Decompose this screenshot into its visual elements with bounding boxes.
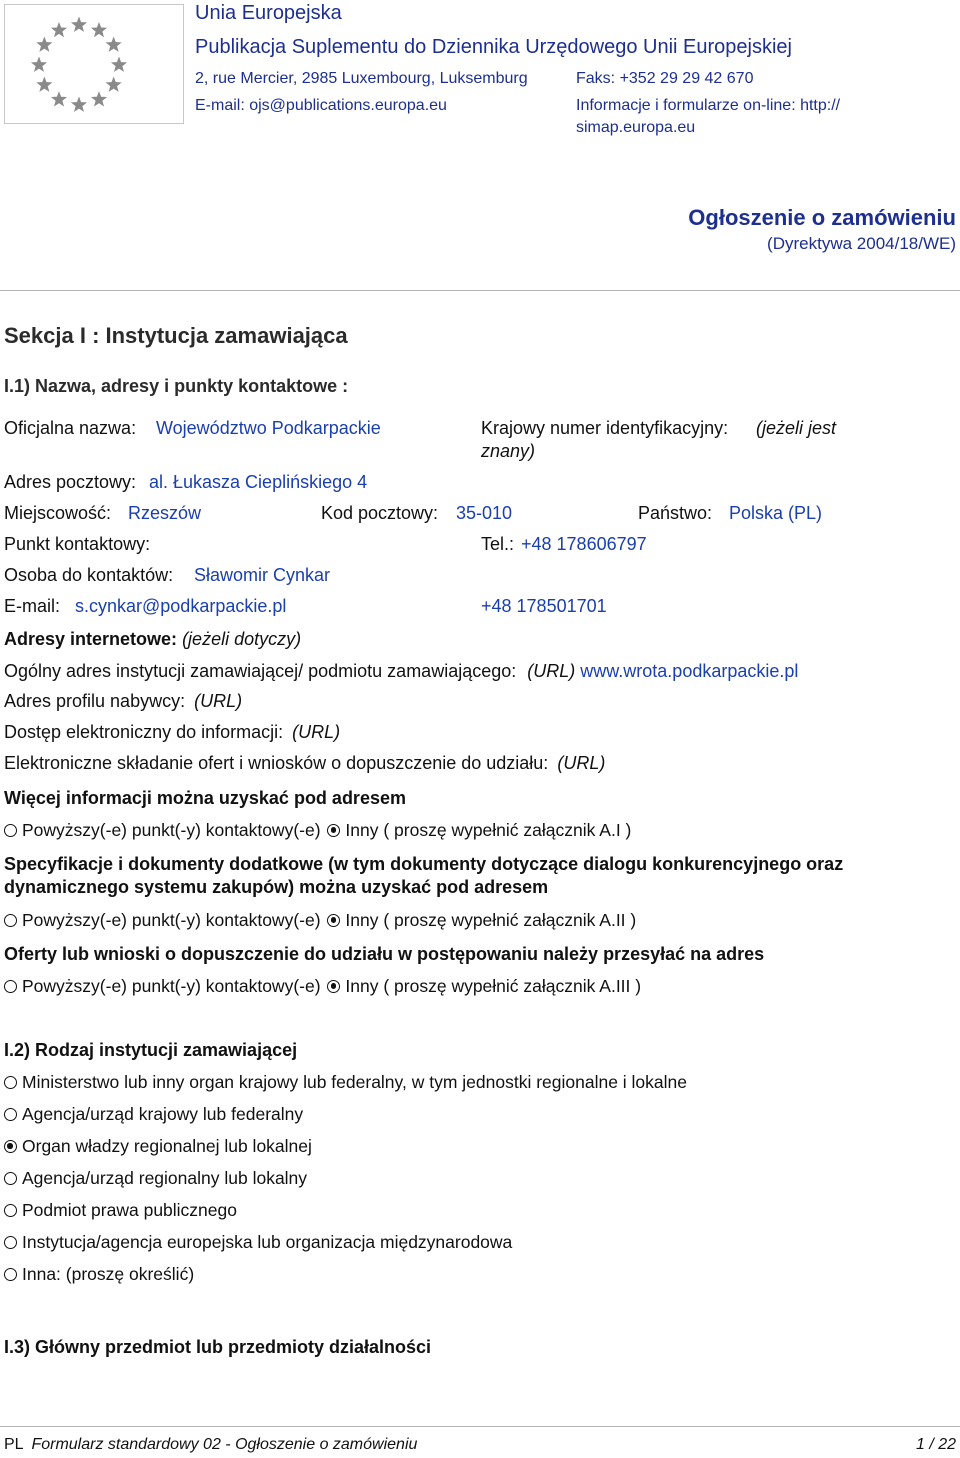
footer-page: 1 / 22 [915, 1436, 956, 1453]
star-icon [111, 57, 127, 72]
eu-flag-logo [4, 4, 184, 124]
subsection-1-3: I.3) Główny przedmiot lub przedmioty działalności [4, 1337, 432, 1357]
authority-type-label: Inna: (proszę określić) [22, 1264, 195, 1284]
document-title: Ogłoszenie o zamówieniu [688, 205, 956, 230]
radio-authority-type[interactable] [4, 1236, 17, 1249]
contact-person-value: Sławomir Cynkar [194, 565, 331, 585]
email-label: E-mail: [4, 596, 61, 616]
country-value: Polska (PL) [729, 503, 823, 523]
header-fax: Faks: +352 29 29 42 670 [576, 70, 754, 87]
subsection-1-2: I.2) Rodzaj instytucji zamawiającej [4, 1040, 298, 1060]
national-id-hint-cont: znany) [481, 441, 536, 461]
star-icon [36, 77, 52, 92]
radio-above-contact[interactable] [4, 824, 17, 837]
header-address: 2, rue Mercier, 2985 Luxembourg, Luksemburg [195, 70, 528, 87]
radio-authority-type[interactable] [4, 1172, 17, 1185]
authority-type-option [4, 1264, 194, 1285]
radio-other-selected[interactable] [327, 824, 340, 837]
header-email[interactable]: E-mail: ojs@publications.europa.eu [195, 97, 447, 114]
url-tag: (URL) [292, 722, 341, 742]
postal-address-label: Adres pocztowy: [4, 472, 137, 492]
authority-type-option [4, 1232, 512, 1253]
general-address-link[interactable]: www.wrota.podkarpackie.pl [580, 661, 799, 681]
authority-type-label: Organ władzy regionalnej lub lokalnej [22, 1136, 312, 1156]
radio-other-selected[interactable] [327, 914, 340, 927]
authority-type-label: Agencja/urząd krajowy lub federalny [22, 1104, 304, 1124]
email-value[interactable]: s.cynkar@podkarpackie.pl [75, 596, 287, 616]
radio-label: Powyższy(-e) punkt(-y) kontaktowy(-e) [22, 910, 321, 930]
star-icon [71, 17, 87, 32]
specs-heading: Specyfikacje i dokumenty dodatkowe (w tym dokumenty dotyczące dialogu konkurencyjnego oraz [4, 854, 844, 874]
specs-options [4, 910, 636, 931]
electronic-submission-row [4, 753, 605, 774]
star-icon [91, 22, 107, 37]
electronic-submission-label: Elektroniczne składanie ofert i wniosków o dopuszczenie do udziału: [4, 753, 549, 773]
tel-label: Tel.: [481, 534, 515, 554]
section-heading: Sekcja I : Instytucja zamawiająca [4, 323, 348, 348]
header-info-line1[interactable]: Informacje i formularze on-line: http:// [576, 97, 841, 114]
tel-value: +48 178606797 [521, 534, 647, 554]
eu-stars-icon [5, 5, 183, 123]
star-icon [51, 91, 67, 106]
authority-type-option [4, 1072, 687, 1093]
authority-type-label: Podmiot prawa publicznego [22, 1200, 237, 1220]
url-tag: (URL) [194, 691, 243, 711]
official-name-label: Oficjalna nazwa: [4, 418, 137, 438]
star-icon [71, 97, 87, 112]
radio-above-contact[interactable] [4, 914, 17, 927]
electronic-access-row [4, 722, 340, 743]
authority-type-label: Agencja/urząd regionalny lub lokalny [22, 1168, 308, 1188]
authority-type-label: Instytucja/agencja europejska lub organizacja międzynarodowa [22, 1232, 513, 1252]
general-address-label: Ogólny adres instytucji zamawiającej/ podmiotu zamawiającego: [4, 661, 517, 681]
star-icon [91, 91, 107, 106]
footer-divider [0, 1426, 960, 1427]
postal-address-value: al. Łukasza Cieplińskiego 4 [149, 472, 368, 492]
official-name-value: Województwo Podkarpackie [156, 418, 381, 438]
authority-type-label: Ministerstwo lub inny organ krajowy lub federalny, w tym jednostki regionalne i lokalne [22, 1072, 687, 1092]
footer-lang: PL [4, 1436, 23, 1453]
contact-person-label: Osoba do kontaktów: [4, 565, 174, 585]
star-icon [31, 57, 47, 72]
more-info-options [4, 820, 631, 841]
electronic-access-label: Dostęp elektroniczny do informacji: [4, 722, 284, 742]
footer-left [4, 1436, 417, 1454]
town-value: Rzeszów [128, 503, 202, 523]
star-icon [51, 22, 67, 37]
specs-heading-cont: dynamicznego systemu zakupów) można uzyskać pod adresem [4, 877, 549, 897]
radio-label: Inny ( proszę wypełnić załącznik A.II ) [345, 910, 637, 930]
star-icon [106, 77, 122, 92]
document-directive: (Dyrektywa 2004/18/WE) [767, 234, 956, 253]
town-label: Miejscowość: [4, 503, 112, 523]
national-id-label: Krajowy numer identyfikacyjny: [481, 418, 729, 438]
country-label: Państwo: [638, 503, 713, 523]
authority-type-option [4, 1104, 303, 1125]
fax-value: +48 178501701 [481, 596, 607, 616]
divider [0, 290, 960, 291]
buyer-profile-row [4, 691, 242, 712]
authority-type-option [4, 1200, 237, 1221]
radio-label: Inny ( proszę wypełnić załącznik A.I ) [345, 820, 632, 840]
authority-type-option [4, 1136, 312, 1157]
internet-addresses-hint: (jeżeli dotyczy) [182, 629, 302, 649]
radio-authority-type-selected[interactable] [4, 1140, 17, 1153]
header-info-line2[interactable]: simap.europa.eu [576, 119, 696, 136]
authority-type-option [4, 1168, 307, 1189]
url-tag: (URL) [527, 661, 576, 681]
header-org: Unia Europejska [195, 2, 342, 24]
radio-other-selected[interactable] [327, 980, 340, 993]
radio-label: Powyższy(-e) punkt(-y) kontaktowy(-e) [22, 976, 321, 996]
radio-label: Inny ( proszę wypełnić załącznik A.III ) [345, 976, 642, 996]
postcode-label: Kod pocztowy: [321, 503, 439, 523]
internet-addresses-label [4, 629, 301, 650]
contact-point-label: Punkt kontaktowy: [4, 534, 151, 554]
radio-above-contact[interactable] [4, 980, 17, 993]
offers-options [4, 976, 641, 997]
postcode-value: 35-010 [456, 503, 513, 523]
offers-heading: Oferty lub wnioski o dopuszczenie do udziału w postępowaniu należy przesyłać na adres [4, 944, 765, 964]
buyer-profile-label: Adres profilu nabywcy: [4, 691, 186, 711]
subsection-1-1: I.1) Nazwa, adresy i punkty kontaktowe : [4, 376, 349, 396]
general-address-row [4, 661, 798, 682]
radio-authority-type[interactable] [4, 1076, 17, 1089]
national-id-hint: (jeżeli jest [756, 418, 837, 438]
footer-form: Formularz standardowy 02 - Ogłoszenie o zamówieniu [31, 1436, 418, 1453]
radio-authority-type[interactable] [4, 1268, 17, 1281]
star-icon [106, 37, 122, 52]
more-info-heading: Więcej informacji można uzyskać pod adresem [4, 788, 406, 808]
internet-addresses-heading: Adresy internetowe: [4, 629, 178, 649]
star-icon [36, 37, 52, 52]
radio-authority-type[interactable] [4, 1108, 17, 1121]
radio-authority-type[interactable] [4, 1204, 17, 1217]
header-publication: Publikacja Suplementu do Dziennika Urzędowego Unii Europejskiej [195, 36, 792, 58]
radio-label: Powyższy(-e) punkt(-y) kontaktowy(-e) [22, 820, 321, 840]
url-tag: (URL) [557, 753, 606, 773]
